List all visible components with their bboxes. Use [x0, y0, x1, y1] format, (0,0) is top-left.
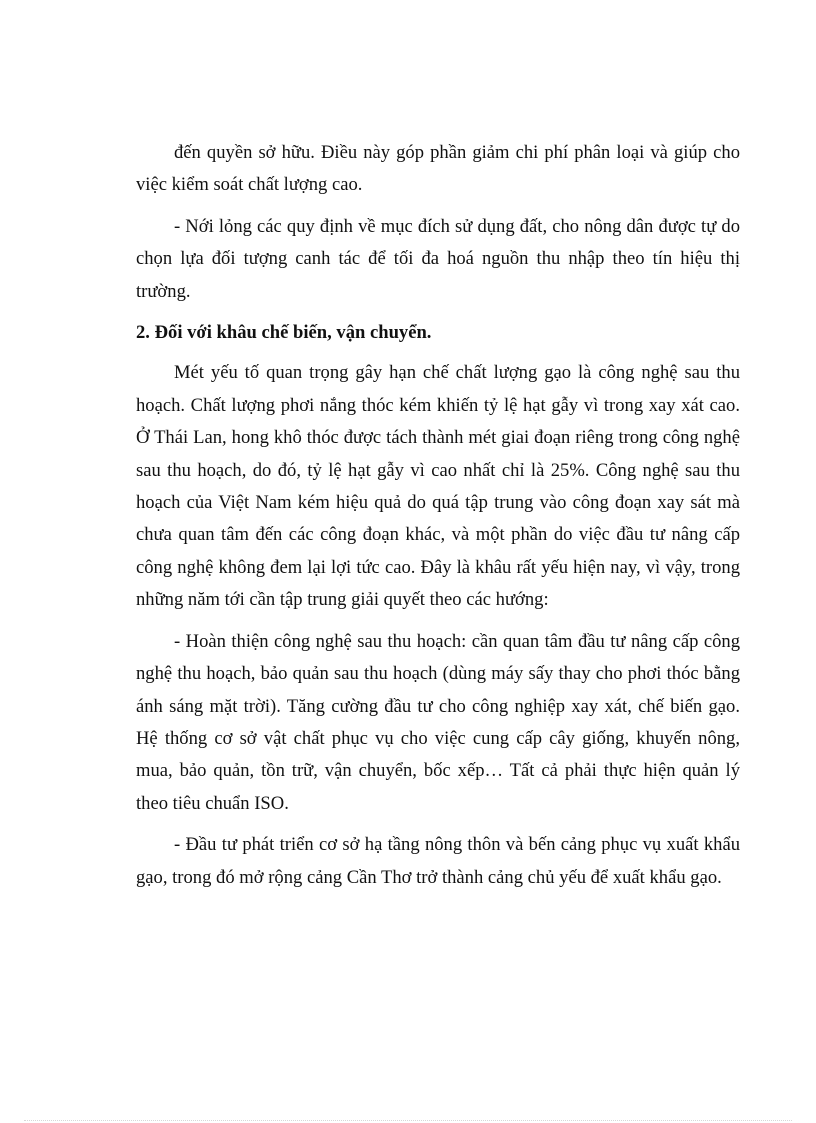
section-heading: 2. Đối với khâu chế biến, vận chuyển.: [136, 322, 432, 344]
paragraph-technology: - Hoàn thiện công nghệ sau thu hoạch: cần quan tâm đầu tư nâng cấp công nghệ thu hoạch, bảo quản sau thu hoạch (dùng máy sấy thay cho phơi thóc bằng ánh sáng mặt trời). Tăng cường đầu tư cho công nghiệp xay xát, chế biến gạo. Hệ thống cơ sở vật chất phục vụ cho việc cung cấp cây giống, khuyến nông, mua, bảo quản, tồn trữ, vận chuyển, bốc xếp… Tất cả phải thực hiện quản lý theo tiêu chuẩn ISO.: [136, 630, 740, 814]
document-body: [136, 137, 740, 903]
paragraph-infrastructure: - Đầu tư phát triển cơ sở hạ tầng nông thôn và bến cảng phục vụ xuất khẩu gạo, trong đó mở rộng cảng Cần Thơ trở thành cảng chủ yếu để xuất khẩu gạo.: [136, 834, 740, 888]
paragraph-ownership: đến quyền sở hữu. Điều này góp phần giảm chi phí phân loại và giúp cho việc kiểm soát chất lượng cao.: [136, 142, 740, 196]
paragraph-post-harvest: Mét yếu tố quan trọng gây hạn chế chất lượng gạo là công nghệ sau thu hoạch. Chất lượng phơi nắng thóc kém khiến tỷ lệ hạt gẫy vì trong xay xát cao. Ở Thái Lan, hong khô thóc được tách thành mét giai đoạn riêng trong công nghệ sau thu hoạch, do đó, tỷ lệ hạt gẫy vì cao nhất chỉ là 25%. Công nghệ sau thu hoạch của Việt Nam kém hiệu quả do quá tập trung vào công đoạn xay sát mà chưa quan tâm đến các công đoạn khác, và một phần do việc đầu tư nâng cấp công nghệ không đem lại lợi tức cao. Đây là khâu rất yếu hiện nay, vì vậy, trong những năm tới cần tập trung giải quyết theo các hướng:: [136, 362, 740, 611]
paragraph-land-use: - Nới lỏng các quy định về mục đích sử dụng đất, cho nông dân được tự do chọn lựa đối tượng canh tác để tối đa hoá nguồn thu nhập theo tín hiệu thị trường.: [136, 215, 740, 302]
page-bottom-divider: [24, 1120, 792, 1121]
